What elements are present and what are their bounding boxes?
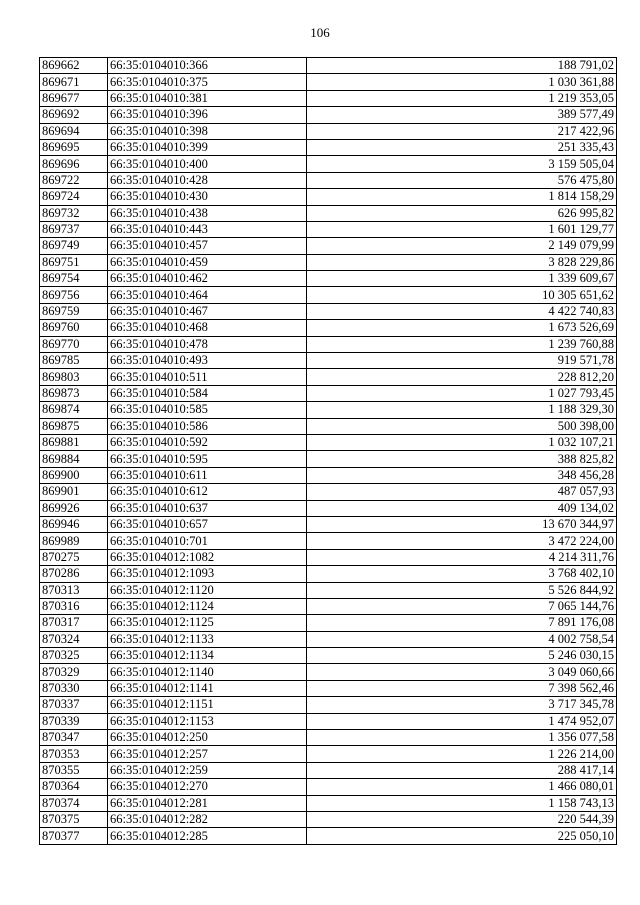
value-cell: 228 812,20 xyxy=(307,369,617,385)
row-id-cell: 869696 xyxy=(40,156,108,172)
row-id-cell: 869926 xyxy=(40,500,108,516)
row-id-cell: 869874 xyxy=(40,402,108,418)
cadastral-number-cell: 66:35:0104012:1120 xyxy=(108,582,307,598)
value-cell: 348 456,28 xyxy=(307,467,617,483)
table-row xyxy=(40,287,617,303)
cadastral-number-cell: 66:35:0104010:592 xyxy=(108,434,307,450)
cadastral-number-cell: 66:35:0104012:1151 xyxy=(108,697,307,713)
value-cell: 1 226 214,00 xyxy=(307,746,617,762)
table-row xyxy=(40,795,617,811)
table-row xyxy=(40,549,617,565)
table-row xyxy=(40,533,617,549)
row-id-cell: 869989 xyxy=(40,533,108,549)
row-id-cell: 870317 xyxy=(40,615,108,631)
row-id-cell: 869873 xyxy=(40,385,108,401)
table-row xyxy=(40,730,617,746)
cadastral-number-cell: 66:35:0104010:612 xyxy=(108,484,307,500)
cadastral-number-cell: 66:35:0104010:701 xyxy=(108,533,307,549)
row-id-cell: 869671 xyxy=(40,74,108,90)
row-id-cell: 869875 xyxy=(40,418,108,434)
cadastral-number-cell: 66:35:0104012:259 xyxy=(108,762,307,778)
table-row xyxy=(40,172,617,188)
table-row xyxy=(40,271,617,287)
table-row xyxy=(40,320,617,336)
table-row xyxy=(40,451,617,467)
value-cell: 2 149 079,99 xyxy=(307,238,617,254)
value-cell: 1 814 158,29 xyxy=(307,189,617,205)
table-row xyxy=(40,303,617,319)
cadastral-number-cell: 66:35:0104010:611 xyxy=(108,467,307,483)
registry-table xyxy=(39,57,617,845)
table-row xyxy=(40,566,617,582)
cadastral-number-cell: 66:35:0104010:462 xyxy=(108,271,307,287)
cadastral-number-cell: 66:35:0104010:400 xyxy=(108,156,307,172)
cadastral-number-cell: 66:35:0104012:285 xyxy=(108,828,307,844)
value-cell: 1 474 952,07 xyxy=(307,713,617,729)
value-cell: 1 356 077,58 xyxy=(307,730,617,746)
value-cell: 500 398,00 xyxy=(307,418,617,434)
table-row xyxy=(40,598,617,614)
value-cell: 220 544,39 xyxy=(307,811,617,827)
cadastral-number-cell: 66:35:0104010:398 xyxy=(108,123,307,139)
row-id-cell: 870324 xyxy=(40,631,108,647)
row-id-cell: 869722 xyxy=(40,172,108,188)
value-cell: 1 027 793,45 xyxy=(307,385,617,401)
row-id-cell: 869695 xyxy=(40,139,108,155)
cadastral-number-cell: 66:35:0104012:1141 xyxy=(108,680,307,696)
table-row xyxy=(40,582,617,598)
table-row xyxy=(40,107,617,123)
row-id-cell: 870329 xyxy=(40,664,108,680)
value-cell: 1 188 329,30 xyxy=(307,402,617,418)
row-id-cell: 869803 xyxy=(40,369,108,385)
value-cell: 1 339 609,67 xyxy=(307,271,617,287)
row-id-cell: 869749 xyxy=(40,238,108,254)
row-id-cell: 870375 xyxy=(40,811,108,827)
cadastral-number-cell: 66:35:0104012:1153 xyxy=(108,713,307,729)
row-id-cell: 869692 xyxy=(40,107,108,123)
row-id-cell: 870364 xyxy=(40,779,108,795)
value-cell: 7 398 562,46 xyxy=(307,680,617,696)
cadastral-number-cell: 66:35:0104010:657 xyxy=(108,516,307,532)
cadastral-number-cell: 66:35:0104010:381 xyxy=(108,90,307,106)
page-number: 106 xyxy=(310,25,330,40)
cadastral-number-cell: 66:35:0104010:511 xyxy=(108,369,307,385)
table-row xyxy=(40,254,617,270)
value-cell: 7 065 144,76 xyxy=(307,598,617,614)
table-row xyxy=(40,90,617,106)
value-cell: 5 246 030,15 xyxy=(307,648,617,664)
value-cell: 4 214 311,76 xyxy=(307,549,617,565)
row-id-cell: 870355 xyxy=(40,762,108,778)
row-id-cell: 870374 xyxy=(40,795,108,811)
registry-table-body xyxy=(40,58,617,845)
cadastral-number-cell: 66:35:0104010:399 xyxy=(108,139,307,155)
table-row xyxy=(40,500,617,516)
cadastral-number-cell: 66:35:0104012:282 xyxy=(108,811,307,827)
cadastral-number-cell: 66:35:0104010:586 xyxy=(108,418,307,434)
cadastral-number-cell: 66:35:0104012:1133 xyxy=(108,631,307,647)
cadastral-number-cell: 66:35:0104012:1093 xyxy=(108,566,307,582)
value-cell: 3 828 229,86 xyxy=(307,254,617,270)
cadastral-number-cell: 66:35:0104012:1140 xyxy=(108,664,307,680)
value-cell: 3 768 402,10 xyxy=(307,566,617,582)
row-id-cell: 870337 xyxy=(40,697,108,713)
cadastral-number-cell: 66:35:0104010:438 xyxy=(108,205,307,221)
table-row xyxy=(40,648,617,664)
table-row xyxy=(40,484,617,500)
row-id-cell: 869770 xyxy=(40,336,108,352)
cadastral-number-cell: 66:35:0104010:366 xyxy=(108,58,307,74)
table-row xyxy=(40,811,617,827)
table-row xyxy=(40,779,617,795)
value-cell: 1 158 743,13 xyxy=(307,795,617,811)
row-id-cell: 869785 xyxy=(40,353,108,369)
table-row xyxy=(40,123,617,139)
table-row xyxy=(40,467,617,483)
row-id-cell: 870313 xyxy=(40,582,108,598)
row-id-cell: 870330 xyxy=(40,680,108,696)
row-id-cell: 869677 xyxy=(40,90,108,106)
cadastral-number-cell: 66:35:0104012:1125 xyxy=(108,615,307,631)
cadastral-number-cell: 66:35:0104010:478 xyxy=(108,336,307,352)
value-cell: 13 670 344,97 xyxy=(307,516,617,532)
table-row xyxy=(40,418,617,434)
cadastral-number-cell: 66:35:0104010:430 xyxy=(108,189,307,205)
row-id-cell: 870353 xyxy=(40,746,108,762)
value-cell: 1 466 080,01 xyxy=(307,779,617,795)
row-id-cell: 869901 xyxy=(40,484,108,500)
row-id-cell: 870377 xyxy=(40,828,108,844)
value-cell: 4 002 758,54 xyxy=(307,631,617,647)
table-row xyxy=(40,762,617,778)
row-id-cell: 870275 xyxy=(40,549,108,565)
table-row xyxy=(40,828,617,844)
value-cell: 5 526 844,92 xyxy=(307,582,617,598)
value-cell: 1 601 129,77 xyxy=(307,221,617,237)
value-cell: 225 050,10 xyxy=(307,828,617,844)
value-cell: 389 577,49 xyxy=(307,107,617,123)
value-cell: 7 891 176,08 xyxy=(307,615,617,631)
value-cell: 1 673 526,69 xyxy=(307,320,617,336)
cadastral-number-cell: 66:35:0104012:1124 xyxy=(108,598,307,614)
cadastral-number-cell: 66:35:0104010:396 xyxy=(108,107,307,123)
table-row xyxy=(40,746,617,762)
value-cell: 3 472 224,00 xyxy=(307,533,617,549)
cadastral-number-cell: 66:35:0104010:493 xyxy=(108,353,307,369)
value-cell: 288 417,14 xyxy=(307,762,617,778)
row-id-cell: 869724 xyxy=(40,189,108,205)
cadastral-number-cell: 66:35:0104010:459 xyxy=(108,254,307,270)
cadastral-number-cell: 66:35:0104010:584 xyxy=(108,385,307,401)
table-row xyxy=(40,156,617,172)
value-cell: 409 134,02 xyxy=(307,500,617,516)
table-row xyxy=(40,402,617,418)
value-cell: 626 995,82 xyxy=(307,205,617,221)
table-row xyxy=(40,238,617,254)
table-row xyxy=(40,74,617,90)
row-id-cell: 869900 xyxy=(40,467,108,483)
row-id-cell: 869662 xyxy=(40,58,108,74)
table-row xyxy=(40,369,617,385)
value-cell: 3 717 345,78 xyxy=(307,697,617,713)
value-cell: 4 422 740,83 xyxy=(307,303,617,319)
cadastral-number-cell: 66:35:0104012:257 xyxy=(108,746,307,762)
table-row xyxy=(40,713,617,729)
cadastral-number-cell: 66:35:0104010:595 xyxy=(108,451,307,467)
row-id-cell: 869759 xyxy=(40,303,108,319)
value-cell: 10 305 651,62 xyxy=(307,287,617,303)
table-row xyxy=(40,615,617,631)
row-id-cell: 870325 xyxy=(40,648,108,664)
cadastral-number-cell: 66:35:0104012:250 xyxy=(108,730,307,746)
table-row xyxy=(40,516,617,532)
table-row xyxy=(40,58,617,74)
cadastral-number-cell: 66:35:0104010:467 xyxy=(108,303,307,319)
row-id-cell: 869732 xyxy=(40,205,108,221)
row-id-cell: 869884 xyxy=(40,451,108,467)
row-id-cell: 869751 xyxy=(40,254,108,270)
value-cell: 1 030 361,88 xyxy=(307,74,617,90)
table-row xyxy=(40,189,617,205)
value-cell: 1 239 760,88 xyxy=(307,336,617,352)
table-row xyxy=(40,336,617,352)
cadastral-number-cell: 66:35:0104010:375 xyxy=(108,74,307,90)
value-cell: 1 219 353,05 xyxy=(307,90,617,106)
row-id-cell: 869760 xyxy=(40,320,108,336)
cadastral-number-cell: 66:35:0104012:281 xyxy=(108,795,307,811)
value-cell: 388 825,82 xyxy=(307,451,617,467)
row-id-cell: 869946 xyxy=(40,516,108,532)
value-cell: 919 571,78 xyxy=(307,353,617,369)
row-id-cell: 869694 xyxy=(40,123,108,139)
value-cell: 3 049 060,66 xyxy=(307,664,617,680)
table-row xyxy=(40,385,617,401)
cadastral-number-cell: 66:35:0104010:443 xyxy=(108,221,307,237)
row-id-cell: 869737 xyxy=(40,221,108,237)
row-id-cell: 870286 xyxy=(40,566,108,582)
row-id-cell: 870347 xyxy=(40,730,108,746)
table-row xyxy=(40,631,617,647)
cadastral-number-cell: 66:35:0104012:1082 xyxy=(108,549,307,565)
cadastral-number-cell: 66:35:0104012:1134 xyxy=(108,648,307,664)
table-row xyxy=(40,205,617,221)
table-row xyxy=(40,697,617,713)
table-row xyxy=(40,680,617,696)
table-row xyxy=(40,139,617,155)
value-cell: 188 791,02 xyxy=(307,58,617,74)
cadastral-number-cell: 66:35:0104010:428 xyxy=(108,172,307,188)
row-id-cell: 870339 xyxy=(40,713,108,729)
cadastral-number-cell: 66:35:0104010:457 xyxy=(108,238,307,254)
row-id-cell: 869756 xyxy=(40,287,108,303)
cadastral-number-cell: 66:35:0104010:464 xyxy=(108,287,307,303)
row-id-cell: 869754 xyxy=(40,271,108,287)
row-id-cell: 869881 xyxy=(40,434,108,450)
cadastral-number-cell: 66:35:0104012:270 xyxy=(108,779,307,795)
value-cell: 1 032 107,21 xyxy=(307,434,617,450)
value-cell: 3 159 505,04 xyxy=(307,156,617,172)
row-id-cell: 870316 xyxy=(40,598,108,614)
table-row xyxy=(40,434,617,450)
value-cell: 576 475,80 xyxy=(307,172,617,188)
table-row xyxy=(40,221,617,237)
table-row xyxy=(40,353,617,369)
table-row xyxy=(40,664,617,680)
cadastral-number-cell: 66:35:0104010:637 xyxy=(108,500,307,516)
value-cell: 251 335,43 xyxy=(307,139,617,155)
cadastral-number-cell: 66:35:0104010:468 xyxy=(108,320,307,336)
cadastral-number-cell: 66:35:0104010:585 xyxy=(108,402,307,418)
value-cell: 217 422,96 xyxy=(307,123,617,139)
value-cell: 487 057,93 xyxy=(307,484,617,500)
